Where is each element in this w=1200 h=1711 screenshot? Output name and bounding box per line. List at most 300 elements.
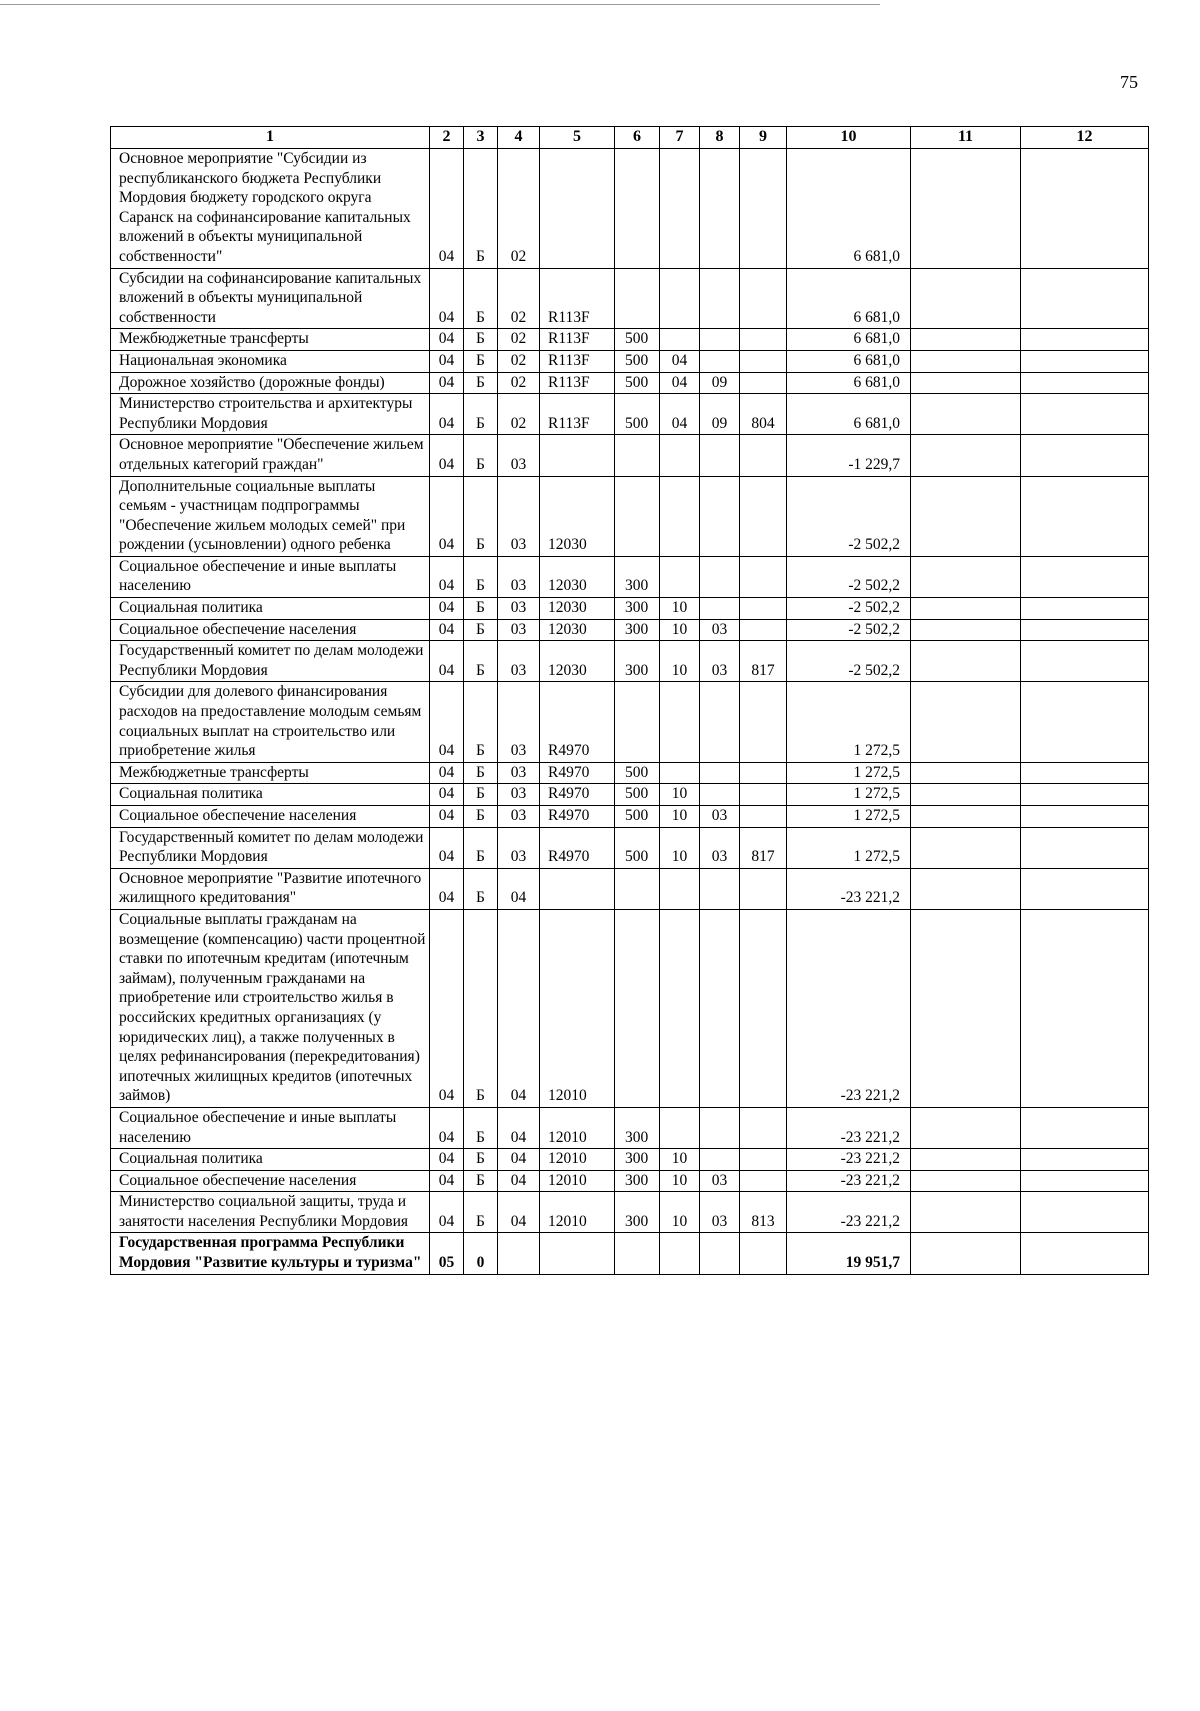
code-8-cell: 03: [700, 641, 740, 682]
code-2-cell: 04: [430, 394, 464, 435]
amount-cell: 1 272,5: [787, 806, 911, 828]
item-name-cell: Социальная политика: [111, 598, 430, 620]
code-7-cell: [660, 435, 700, 476]
code-3-cell: Б: [464, 1149, 498, 1171]
column-12-cell: [1021, 1192, 1149, 1233]
column-11-cell: [911, 619, 1021, 641]
column-12-cell: [1021, 641, 1149, 682]
code-7-cell: 04: [660, 394, 700, 435]
code-2-cell: 04: [430, 350, 464, 372]
code-7-cell: 10: [660, 784, 700, 806]
code-9-cell: [740, 598, 787, 620]
code-6-cell: [615, 435, 660, 476]
code-7-cell: 04: [660, 372, 700, 394]
column-11-cell: [911, 372, 1021, 394]
code-5-cell: R113F: [540, 394, 615, 435]
code-6-cell: 300: [615, 556, 660, 597]
code-9-cell: [740, 476, 787, 556]
column-11-cell: [911, 329, 1021, 351]
code-7-cell: [660, 909, 700, 1107]
column-11-cell: [911, 149, 1021, 269]
code-8-cell: [700, 598, 740, 620]
amount-cell: 19 951,7: [787, 1233, 911, 1274]
header-cell: 11: [911, 127, 1021, 149]
column-12-cell: [1021, 598, 1149, 620]
column-12-cell: [1021, 435, 1149, 476]
column-11-cell: [911, 762, 1021, 784]
code-4-cell: 03: [498, 641, 540, 682]
code-7-cell: 10: [660, 598, 700, 620]
amount-cell: 6 681,0: [787, 329, 911, 351]
code-7-cell: [660, 476, 700, 556]
code-5-cell: 12030: [540, 641, 615, 682]
column-11-cell: [911, 1170, 1021, 1192]
column-12-cell: [1021, 868, 1149, 909]
column-11-cell: [911, 394, 1021, 435]
code-6-cell: 300: [615, 1107, 660, 1148]
code-5-cell: R113F: [540, 329, 615, 351]
code-8-cell: [700, 1107, 740, 1148]
table-row: [111, 682, 1149, 762]
column-12-cell: [1021, 909, 1149, 1107]
code-9-cell: [740, 149, 787, 269]
column-12-cell: [1021, 1107, 1149, 1148]
item-name-cell: Основное мероприятие "Обеспечение жильем отдельных категорий граждан": [111, 435, 430, 476]
code-3-cell: Б: [464, 149, 498, 269]
code-5-cell: [540, 1233, 615, 1274]
item-name-cell: Министерство социальной защиты, труда и занятости населения Республики Мордовия: [111, 1192, 430, 1233]
table-body: [111, 127, 1149, 1275]
column-12-cell: [1021, 784, 1149, 806]
item-name-cell: Государственная программа Республики Мордовия "Развитие культуры и туризма": [111, 1233, 430, 1274]
column-11-cell: [911, 1107, 1021, 1148]
code-7-cell: [660, 1233, 700, 1274]
column-12-cell: [1021, 476, 1149, 556]
column-11-cell: [911, 556, 1021, 597]
header-row: [111, 127, 1149, 149]
code-2-cell: 04: [430, 909, 464, 1107]
code-9-cell: [740, 329, 787, 351]
table-row: [111, 268, 1149, 329]
amount-cell: -23 221,2: [787, 1149, 911, 1171]
column-11-cell: [911, 868, 1021, 909]
amount-cell: -2 502,2: [787, 556, 911, 597]
code-9-cell: [740, 806, 787, 828]
amount-cell: 1 272,5: [787, 682, 911, 762]
code-6-cell: 500: [615, 784, 660, 806]
code-2-cell: 04: [430, 329, 464, 351]
table-row: [111, 394, 1149, 435]
code-5-cell: 12030: [540, 598, 615, 620]
amount-cell: -1 229,7: [787, 435, 911, 476]
table-row: [111, 556, 1149, 597]
header-cell: 9: [740, 127, 787, 149]
scan-top-edge: [0, 4, 880, 5]
column-11-cell: [911, 598, 1021, 620]
code-2-cell: 04: [430, 827, 464, 868]
code-5-cell: 12030: [540, 619, 615, 641]
amount-cell: 1 272,5: [787, 762, 911, 784]
code-3-cell: Б: [464, 641, 498, 682]
code-3-cell: Б: [464, 1107, 498, 1148]
code-3-cell: Б: [464, 350, 498, 372]
table-row: [111, 762, 1149, 784]
code-5-cell: R113F: [540, 372, 615, 394]
code-8-cell: [700, 868, 740, 909]
table-row: [111, 1233, 1149, 1274]
code-6-cell: [615, 909, 660, 1107]
amount-cell: 6 681,0: [787, 372, 911, 394]
column-11-cell: [911, 435, 1021, 476]
table-row: [111, 1149, 1149, 1171]
code-3-cell: Б: [464, 806, 498, 828]
code-2-cell: 04: [430, 598, 464, 620]
code-8-cell: [700, 1233, 740, 1274]
column-12-cell: [1021, 556, 1149, 597]
table-row: [111, 435, 1149, 476]
amount-cell: -23 221,2: [787, 1107, 911, 1148]
code-9-cell: [740, 909, 787, 1107]
code-3-cell: Б: [464, 827, 498, 868]
code-3-cell: Б: [464, 329, 498, 351]
code-5-cell: [540, 435, 615, 476]
header-cell: 10: [787, 127, 911, 149]
code-9-cell: [740, 682, 787, 762]
table-row: [111, 868, 1149, 909]
code-8-cell: [700, 476, 740, 556]
code-2-cell: 04: [430, 762, 464, 784]
header-cell: 7: [660, 127, 700, 149]
table-row: [111, 806, 1149, 828]
code-8-cell: [700, 435, 740, 476]
code-3-cell: Б: [464, 556, 498, 597]
column-12-cell: [1021, 619, 1149, 641]
code-7-cell: [660, 682, 700, 762]
code-8-cell: [700, 556, 740, 597]
item-name-cell: Социальное обеспечение населения: [111, 806, 430, 828]
code-7-cell: [660, 762, 700, 784]
table-row: [111, 598, 1149, 620]
amount-cell: -23 221,2: [787, 1192, 911, 1233]
code-4-cell: 03: [498, 556, 540, 597]
code-2-cell: 04: [430, 1170, 464, 1192]
code-3-cell: Б: [464, 435, 498, 476]
code-9-cell: [740, 350, 787, 372]
code-5-cell: [540, 868, 615, 909]
table-row: [111, 149, 1149, 269]
code-9-cell: [740, 435, 787, 476]
code-5-cell: R4970: [540, 784, 615, 806]
code-4-cell: 02: [498, 394, 540, 435]
code-3-cell: Б: [464, 598, 498, 620]
code-4-cell: 02: [498, 149, 540, 269]
code-6-cell: 300: [615, 1149, 660, 1171]
code-8-cell: [700, 350, 740, 372]
table-row: [111, 372, 1149, 394]
column-11-cell: [911, 350, 1021, 372]
code-5-cell: 12010: [540, 1192, 615, 1233]
code-3-cell: Б: [464, 868, 498, 909]
code-7-cell: 04: [660, 350, 700, 372]
code-8-cell: 03: [700, 827, 740, 868]
code-3-cell: Б: [464, 1170, 498, 1192]
item-name-cell: Социальное обеспечение и иные выплаты населению: [111, 1107, 430, 1148]
code-6-cell: [615, 682, 660, 762]
code-4-cell: 03: [498, 476, 540, 556]
code-8-cell: [700, 909, 740, 1107]
code-6-cell: [615, 149, 660, 269]
code-7-cell: [660, 268, 700, 329]
code-2-cell: 04: [430, 556, 464, 597]
amount-cell: 1 272,5: [787, 827, 911, 868]
column-12-cell: [1021, 149, 1149, 269]
item-name-cell: Социальное обеспечение и иные выплаты населению: [111, 556, 430, 597]
table-row: [111, 350, 1149, 372]
code-9-cell: [740, 1149, 787, 1171]
item-name-cell: Государственный комитет по делам молодежи Республики Мордовия: [111, 827, 430, 868]
column-12-cell: [1021, 682, 1149, 762]
column-11-cell: [911, 1192, 1021, 1233]
column-11-cell: [911, 268, 1021, 329]
code-2-cell: 04: [430, 1107, 464, 1148]
code-8-cell: 03: [700, 1170, 740, 1192]
code-2-cell: 04: [430, 619, 464, 641]
code-8-cell: 09: [700, 372, 740, 394]
code-8-cell: [700, 268, 740, 329]
code-2-cell: 04: [430, 1192, 464, 1233]
code-8-cell: [700, 329, 740, 351]
item-name-cell: Дорожное хозяйство (дорожные фонды): [111, 372, 430, 394]
amount-cell: -2 502,2: [787, 598, 911, 620]
column-11-cell: [911, 784, 1021, 806]
code-4-cell: 03: [498, 762, 540, 784]
code-9-cell: [740, 268, 787, 329]
code-3-cell: 0: [464, 1233, 498, 1274]
code-5-cell: R4970: [540, 682, 615, 762]
item-name-cell: Национальная экономика: [111, 350, 430, 372]
column-12-cell: [1021, 268, 1149, 329]
code-6-cell: [615, 868, 660, 909]
code-3-cell: Б: [464, 619, 498, 641]
code-8-cell: 03: [700, 806, 740, 828]
header-cell: 12: [1021, 127, 1149, 149]
code-7-cell: [660, 1107, 700, 1148]
amount-cell: -2 502,2: [787, 476, 911, 556]
code-4-cell: 04: [498, 909, 540, 1107]
table-row: [111, 1192, 1149, 1233]
code-3-cell: Б: [464, 682, 498, 762]
code-9-cell: 817: [740, 827, 787, 868]
code-3-cell: Б: [464, 476, 498, 556]
code-7-cell: [660, 329, 700, 351]
code-2-cell: 04: [430, 868, 464, 909]
code-4-cell: 02: [498, 372, 540, 394]
code-3-cell: Б: [464, 909, 498, 1107]
code-9-cell: [740, 372, 787, 394]
code-2-cell: 04: [430, 268, 464, 329]
code-4-cell: 03: [498, 619, 540, 641]
code-7-cell: 10: [660, 641, 700, 682]
code-7-cell: 10: [660, 619, 700, 641]
code-8-cell: [700, 1149, 740, 1171]
table-row: [111, 1170, 1149, 1192]
column-11-cell: [911, 476, 1021, 556]
column-12-cell: [1021, 372, 1149, 394]
code-4-cell: 04: [498, 1149, 540, 1171]
code-2-cell: 04: [430, 806, 464, 828]
header-cell: 6: [615, 127, 660, 149]
code-6-cell: 500: [615, 329, 660, 351]
code-4-cell: 03: [498, 784, 540, 806]
header-cell: 5: [540, 127, 615, 149]
table-row: [111, 1107, 1149, 1148]
code-3-cell: Б: [464, 762, 498, 784]
code-9-cell: [740, 762, 787, 784]
code-9-cell: 817: [740, 641, 787, 682]
amount-cell: 1 272,5: [787, 784, 911, 806]
code-4-cell: 04: [498, 1107, 540, 1148]
code-6-cell: 500: [615, 350, 660, 372]
page-number: 75: [1120, 72, 1138, 92]
table-row: [111, 827, 1149, 868]
column-12-cell: [1021, 762, 1149, 784]
header-cell: 4: [498, 127, 540, 149]
column-11-cell: [911, 806, 1021, 828]
code-4-cell: 02: [498, 268, 540, 329]
code-7-cell: 10: [660, 806, 700, 828]
header-cell: 8: [700, 127, 740, 149]
item-name-cell: Дополнительные социальные выплаты семьям - участницам подпрограммы "Обеспечение жильем молодых семей" при рождении (усыновлении) одного ребенка: [111, 476, 430, 556]
code-2-cell: 04: [430, 682, 464, 762]
code-8-cell: 09: [700, 394, 740, 435]
code-2-cell: 04: [430, 476, 464, 556]
item-name-cell: Социальная политика: [111, 784, 430, 806]
code-6-cell: 300: [615, 598, 660, 620]
code-9-cell: [740, 784, 787, 806]
code-4-cell: 03: [498, 827, 540, 868]
code-5-cell: 12010: [540, 1107, 615, 1148]
item-name-cell: Субсидии на софинансирование капитальных вложений в объекты муниципальной собственности: [111, 268, 430, 329]
item-name-cell: Государственный комитет по делам молодежи Республики Мордовия: [111, 641, 430, 682]
header-cell: 1: [111, 127, 430, 149]
code-6-cell: 300: [615, 1192, 660, 1233]
code-9-cell: 804: [740, 394, 787, 435]
item-name-cell: Основное мероприятие "Субсидии из республиканского бюджета Республики Мордовия бюджету городского округа Саранск на софинансирование капитальных вложений в объекты муниципальной собственности": [111, 149, 430, 269]
code-9-cell: [740, 1233, 787, 1274]
column-11-cell: [911, 641, 1021, 682]
code-9-cell: 813: [740, 1192, 787, 1233]
code-3-cell: Б: [464, 1192, 498, 1233]
amount-cell: 6 681,0: [787, 268, 911, 329]
amount-cell: 6 681,0: [787, 350, 911, 372]
code-4-cell: 04: [498, 1192, 540, 1233]
code-5-cell: R4970: [540, 827, 615, 868]
code-5-cell: R4970: [540, 806, 615, 828]
column-12-cell: [1021, 1233, 1149, 1274]
code-7-cell: 10: [660, 827, 700, 868]
code-8-cell: [700, 682, 740, 762]
code-6-cell: 500: [615, 827, 660, 868]
code-3-cell: Б: [464, 268, 498, 329]
column-12-cell: [1021, 329, 1149, 351]
code-2-cell: 04: [430, 1149, 464, 1171]
code-8-cell: [700, 784, 740, 806]
table-row: [111, 784, 1149, 806]
item-name-cell: Социальное обеспечение населения: [111, 1170, 430, 1192]
code-9-cell: [740, 868, 787, 909]
amount-cell: 6 681,0: [787, 394, 911, 435]
code-9-cell: [740, 1170, 787, 1192]
code-7-cell: 10: [660, 1170, 700, 1192]
column-12-cell: [1021, 827, 1149, 868]
code-6-cell: 300: [615, 1170, 660, 1192]
code-6-cell: 300: [615, 641, 660, 682]
column-12-cell: [1021, 1149, 1149, 1171]
amount-cell: -23 221,2: [787, 1170, 911, 1192]
code-6-cell: [615, 476, 660, 556]
column-12-cell: [1021, 1170, 1149, 1192]
code-4-cell: 02: [498, 329, 540, 351]
item-name-cell: Межбюджетные трансферты: [111, 329, 430, 351]
budget-table: [110, 126, 1149, 1275]
column-11-cell: [911, 682, 1021, 762]
code-6-cell: 500: [615, 394, 660, 435]
table-row: [111, 619, 1149, 641]
code-4-cell: 03: [498, 435, 540, 476]
code-6-cell: 500: [615, 762, 660, 784]
code-5-cell: R4970: [540, 762, 615, 784]
column-12-cell: [1021, 394, 1149, 435]
header-cell: 3: [464, 127, 498, 149]
amount-cell: -23 221,2: [787, 868, 911, 909]
column-11-cell: [911, 1149, 1021, 1171]
code-7-cell: 10: [660, 1149, 700, 1171]
amount-cell: 6 681,0: [787, 149, 911, 269]
code-5-cell: 12030: [540, 556, 615, 597]
code-2-cell: 04: [430, 149, 464, 269]
code-4-cell: 02: [498, 350, 540, 372]
code-5-cell: 12030: [540, 476, 615, 556]
code-2-cell: 04: [430, 641, 464, 682]
code-7-cell: [660, 868, 700, 909]
code-3-cell: Б: [464, 394, 498, 435]
code-2-cell: 04: [430, 435, 464, 476]
code-7-cell: [660, 556, 700, 597]
table-row: [111, 329, 1149, 351]
column-11-cell: [911, 909, 1021, 1107]
item-name-cell: Социальные выплаты гражданам на возмещение (компенсацию) части процентной ставки по ипотечным кредитам (ипотечным займам), полученным гражданами на приобретение или строительство жилья в российских кредитных организациях (у юридических лиц), а также полученных в целях рефинансирования (перекредитования) ипотечных жилищных кредитов (ипотечных займов): [111, 909, 430, 1107]
code-8-cell: [700, 149, 740, 269]
code-4-cell: 04: [498, 868, 540, 909]
code-5-cell: 12010: [540, 909, 615, 1107]
item-name-cell: Основное мероприятие "Развитие ипотечного жилищного кредитования": [111, 868, 430, 909]
table-row: [111, 909, 1149, 1107]
code-7-cell: [660, 149, 700, 269]
code-4-cell: 04: [498, 1170, 540, 1192]
code-3-cell: Б: [464, 784, 498, 806]
code-9-cell: [740, 556, 787, 597]
amount-cell: -2 502,2: [787, 641, 911, 682]
header-cell: 2: [430, 127, 464, 149]
code-2-cell: 05: [430, 1233, 464, 1274]
code-6-cell: 500: [615, 372, 660, 394]
code-5-cell: R113F: [540, 350, 615, 372]
code-5-cell: 12010: [540, 1170, 615, 1192]
code-9-cell: [740, 1107, 787, 1148]
column-11-cell: [911, 1233, 1021, 1274]
code-6-cell: 500: [615, 806, 660, 828]
item-name-cell: Субсидии для долевого финансирования расходов на предоставление молодым семьям социальных выплат на строительство или приобретение жилья: [111, 682, 430, 762]
